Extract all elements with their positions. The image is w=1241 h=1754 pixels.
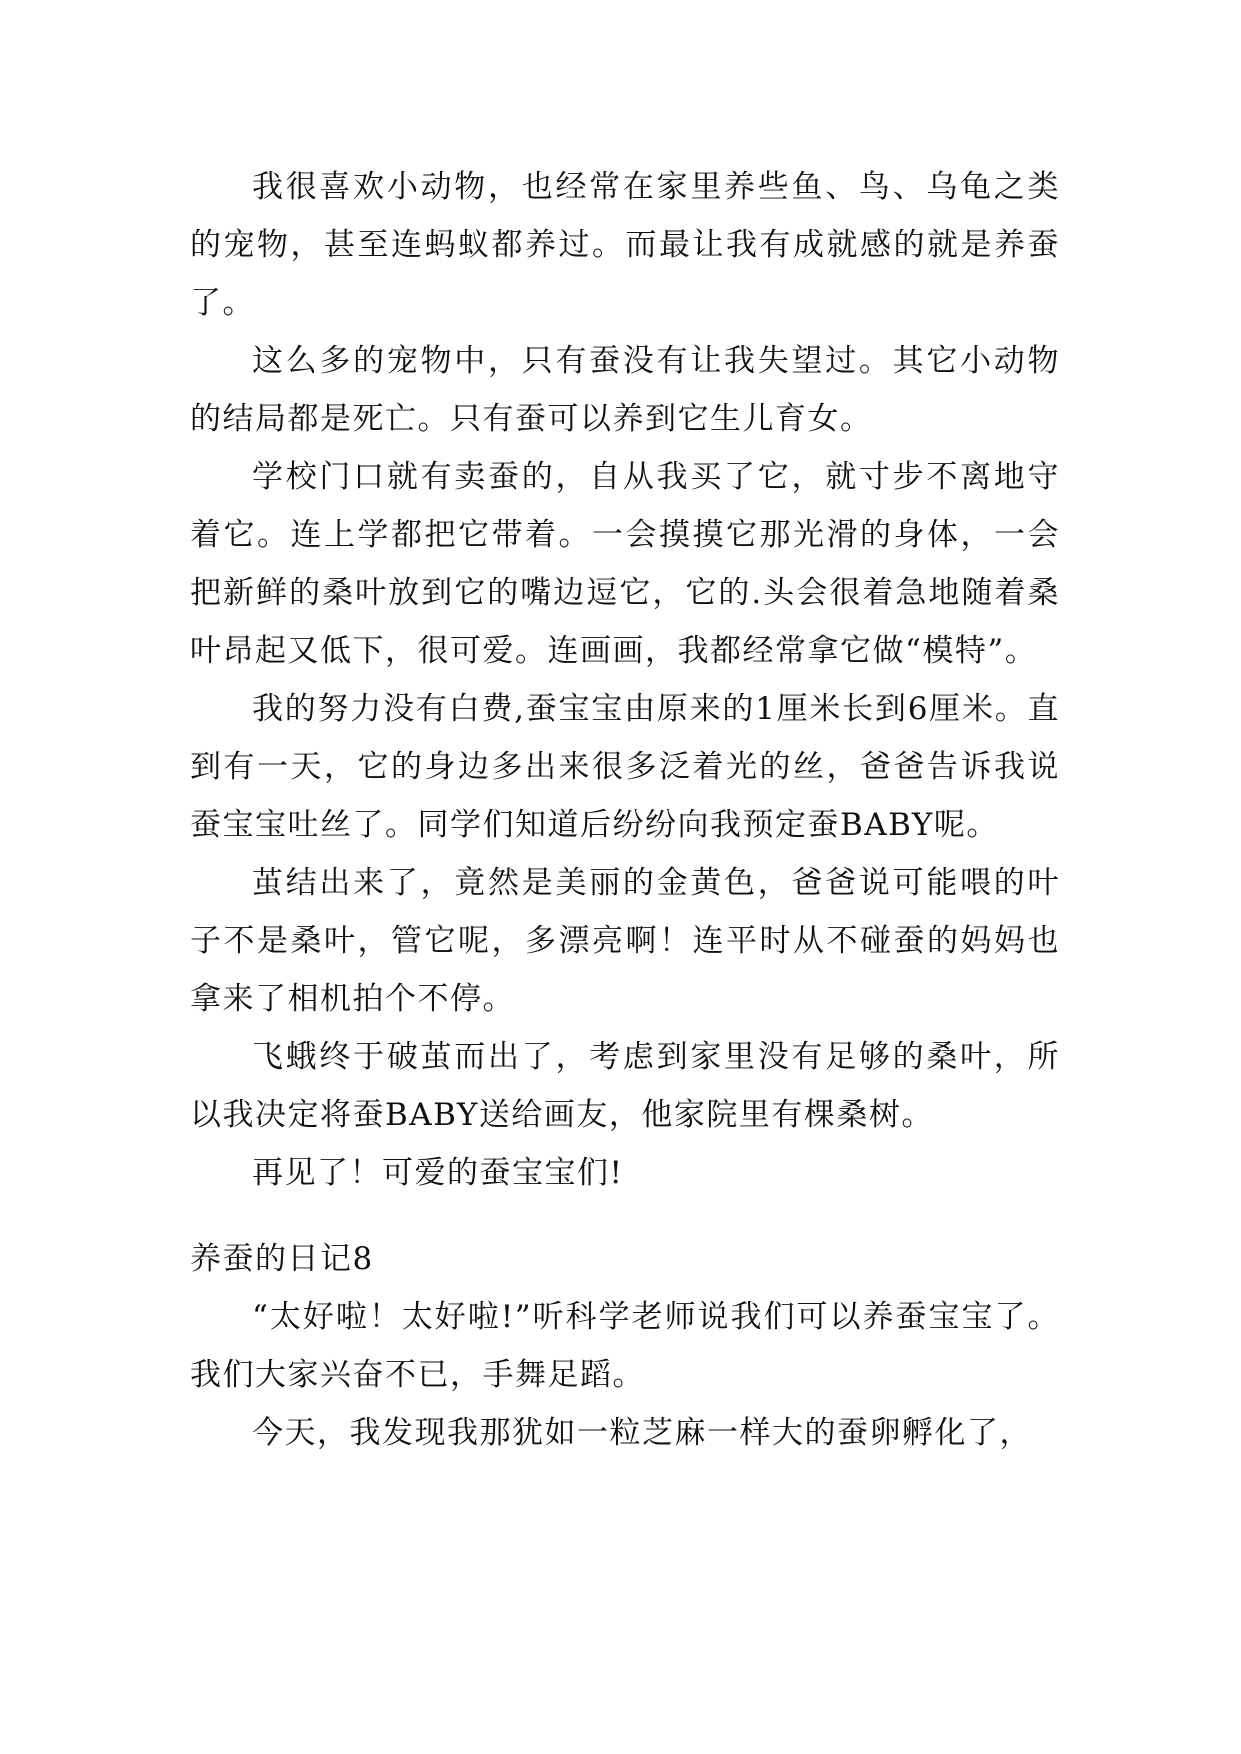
paragraph-8: “太好啦！太好啦!”听科学老师说我们可以养蚕宝宝了。我们大家兴奋不已，手舞足蹈。 — [190, 1299, 1060, 1393]
paragraph-9: 今天，我发现我那犹如一粒芝麻一样大的蚕卵孵化了， — [252, 1415, 1032, 1451]
section-heading: 养蚕的日记8 — [190, 1241, 374, 1277]
paragraph-5: 茧结出来了，竟然是美丽的金黄色，爸爸说可能喂的叶子不是桑叶，管它呢，多漂亮啊！连平时从不碰蚕的妈妈也拿来了相机拍个不停。 — [190, 865, 1060, 1017]
paragraph-7: 再见了！可爱的蚕宝宝们! — [252, 1155, 624, 1191]
paragraph-1: 我很喜欢小动物，也经常在家里养些鱼、鸟、乌龟之类的宠物，甚至连蚂蚁都养过。而最让我有成就感的就是养蚕了。 — [190, 169, 1060, 321]
paragraph-4: 我的努力没有白费,蚕宝宝由原来的1厘米长到6厘米。直到有一天，它的身边多出来很多泛着光的丝，爸爸告诉我说蚕宝宝吐丝了。同学们知道后纷纷向我预定蚕BABY呢。 — [190, 691, 1060, 843]
document-body — [190, 158, 1060, 1462]
paragraph-2: 这么多的宠物中，只有蚕没有让我失望过。其它小动物的结局都是死亡。只有蚕可以养到它生儿育女。 — [190, 343, 1060, 437]
paragraph-6: 飞蛾终于破茧而出了，考虑到家里没有足够的桑叶，所以我决定将蚕BABY送给画友，他家院里有棵桑树。 — [190, 1039, 1060, 1133]
paragraph-3: 学校门口就有卖蚕的，自从我买了它，就寸步不离地守着它。连上学都把它带着。一会摸摸它那光滑的身体，一会把新鲜的桑叶放到它的嘴边逗它，它的.头会很着急地随着桑叶昂起又低下，很可爱。连画画，我都经常拿它做“模特”。 — [190, 459, 1060, 669]
